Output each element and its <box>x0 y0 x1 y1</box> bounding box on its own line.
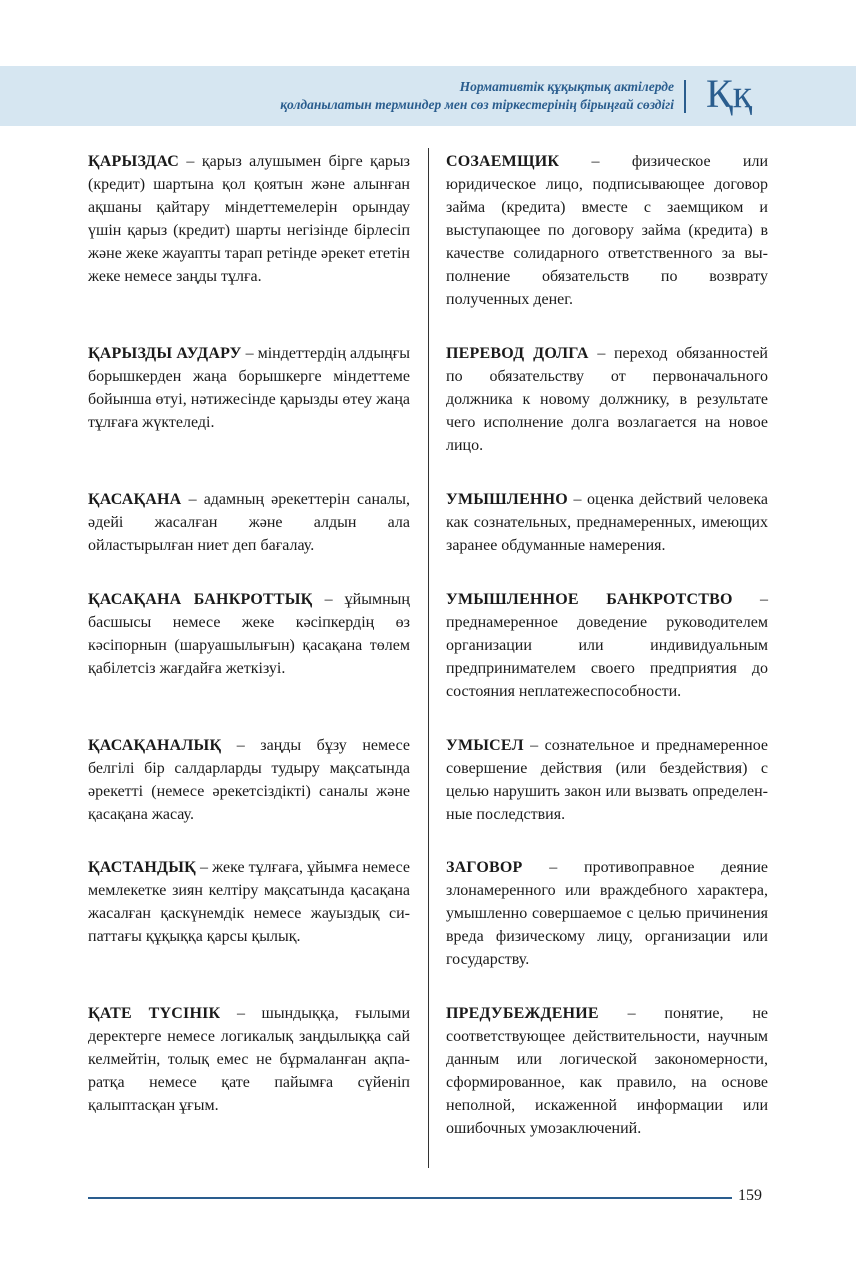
entry-term: ЗАГОВОР <box>446 859 523 876</box>
dictionary-entry <box>446 488 768 557</box>
header-separator <box>684 80 686 113</box>
page-number: 159 <box>738 1187 762 1204</box>
section-letter: Ққ <box>706 71 753 116</box>
entry-term: УМЫСЕЛ <box>446 737 524 754</box>
dictionary-entry <box>88 150 410 288</box>
entry-term: ҚАСАҚАНА <box>88 491 182 508</box>
entry-term: УМЫШЛЕННО <box>446 491 568 508</box>
entry-definition: – физическое или юридическое лицо, подписывающее договор займа (кредита) вместе с заемщиком и выступающее по договору займа (кредита) в качестве солидарного ответственного за выполнение обязательств по возврату полученных денег. <box>446 153 768 308</box>
dictionary-entry <box>446 588 768 703</box>
entry-definition: – қарыз алушымен бірге қарыз (кредит) шартына қол қоятын және алынған ақшаны қайтару міндеттемелерін орындау үшін қарыз (кредит) шарты негізінде бірлесіп және жеке жауапты тарап ретінде әрекет ететін жеке немесе заңды тұлға. <box>88 153 410 285</box>
dictionary-entry <box>88 1002 410 1117</box>
entry-definition: – ұйымның басшысы немесе жеке кәсіпкердің өз кәсіпорнын (шаруашылығын) қасақана төлем қабілетсіз жағдайға жеткізуі. <box>88 591 410 677</box>
dictionary-entry <box>88 488 410 557</box>
column-divider <box>428 148 429 1168</box>
dictionary-entry <box>88 342 410 434</box>
entry-term: ҚАСАҚАНАЛЫҚ <box>88 737 222 754</box>
dictionary-entry <box>446 150 768 311</box>
header-title-line-1: Нормативтік құқықтық актілерде <box>459 79 674 94</box>
dictionary-entry <box>88 856 410 948</box>
dictionary-entry <box>88 588 410 680</box>
footer-rule <box>88 1197 732 1199</box>
entry-term: ПРЕДУБЕЖДЕНИЕ <box>446 1005 599 1022</box>
entry-term: УМЫШЛЕННОЕ БАНКРОТСТВО <box>446 591 733 608</box>
entry-term: ҚАТЕ ТҮСІНІК <box>88 1005 221 1022</box>
entry-definition: – міндеттердің алдыңғы борышкерден жаңа борышкерге міндеттеме бойынша өтуі, нәтижесінде қарызды өтеу жаңа тұлғаға жүктеледі. <box>88 345 410 431</box>
dictionary-entry <box>446 856 768 971</box>
entry-definition: – оценка действий человека как сознательных, преднамеренных, имеющих заранее обдуманные намерения. <box>446 491 768 554</box>
entry-term: ҚАРЫЗДАС <box>88 153 180 170</box>
entry-definition: – шындыққа, ғылыми деректерге немесе логикалық заңдылыққа сай келмейтін, толық емес не бұрмаланған ақпаратқа немесе қате пайымға сүйеніп қалыптасқан ұғым. <box>88 1005 410 1114</box>
entry-definition: – заңды бұзу немесе белгілі бір салдарларды тудыру мақсатында әрекетті (немесе әрекетсіздікті) саналы және қасақана жасау. <box>88 737 410 823</box>
dictionary-entry <box>446 1002 768 1140</box>
dictionary-entry <box>88 734 410 826</box>
entry-definition: – противоправное деяние злонамеренного или враждебного характера, умышленно совершаемое с целью причинения вреда физическому лицу, организации или государству. <box>446 859 768 968</box>
entry-definition: – переход обязанностей по обязательству от первоначального должника к новому должнику, в результате чего исполнение долга возлагается на новое лицо. <box>446 345 768 454</box>
entry-definition: – адамның әрекеттерін саналы, әдейі жасалған және алдын ала ойластырылған ниет деп бағалау. <box>88 491 410 554</box>
dictionary-entry <box>446 342 768 457</box>
entry-term: ҚАСАҚАНА БАНКРОТТЫҚ <box>88 591 313 608</box>
entry-definition: – жеке тұлғаға, ұйымға немесе мемлекетке зиян келтіру мақсатында қасақана жасалған қаскүнемдік немесе жауыздық сипаттағы құқыққа қарсы қылық. <box>88 859 410 945</box>
entry-definition: – понятие, не соответствующее действительности, научным данным или логической закономерности, сформированное, как правило, на основе неполной, искаженной информации или ошибочных умозаключений. <box>446 1005 768 1137</box>
entry-term: ПЕРЕВОД ДОЛГА <box>446 345 589 362</box>
header-title <box>114 78 674 114</box>
entry-definition: – преднамеренное доведение руководителем организации или индивидуальным предпринимателем своего предприятия до состояния неплатежеспособности. <box>446 591 768 700</box>
header-title-line-2: қолданылатын терминдер мен сөз тіркестерінің бірыңғай сөздігі <box>280 97 674 112</box>
entry-term: СОЗАЕМЩИК <box>446 153 560 170</box>
entry-definition: – сознательное и преднамеренное совершение действия (или бездействия) с целью нарушить закон или вызвать определенные последствия. <box>446 737 768 823</box>
entry-term: ҚАРЫЗДЫ АУДАРУ <box>88 345 242 362</box>
entry-term: ҚАСТАНДЫҚ <box>88 859 196 876</box>
dictionary-entry <box>446 734 768 826</box>
running-header <box>0 66 856 126</box>
